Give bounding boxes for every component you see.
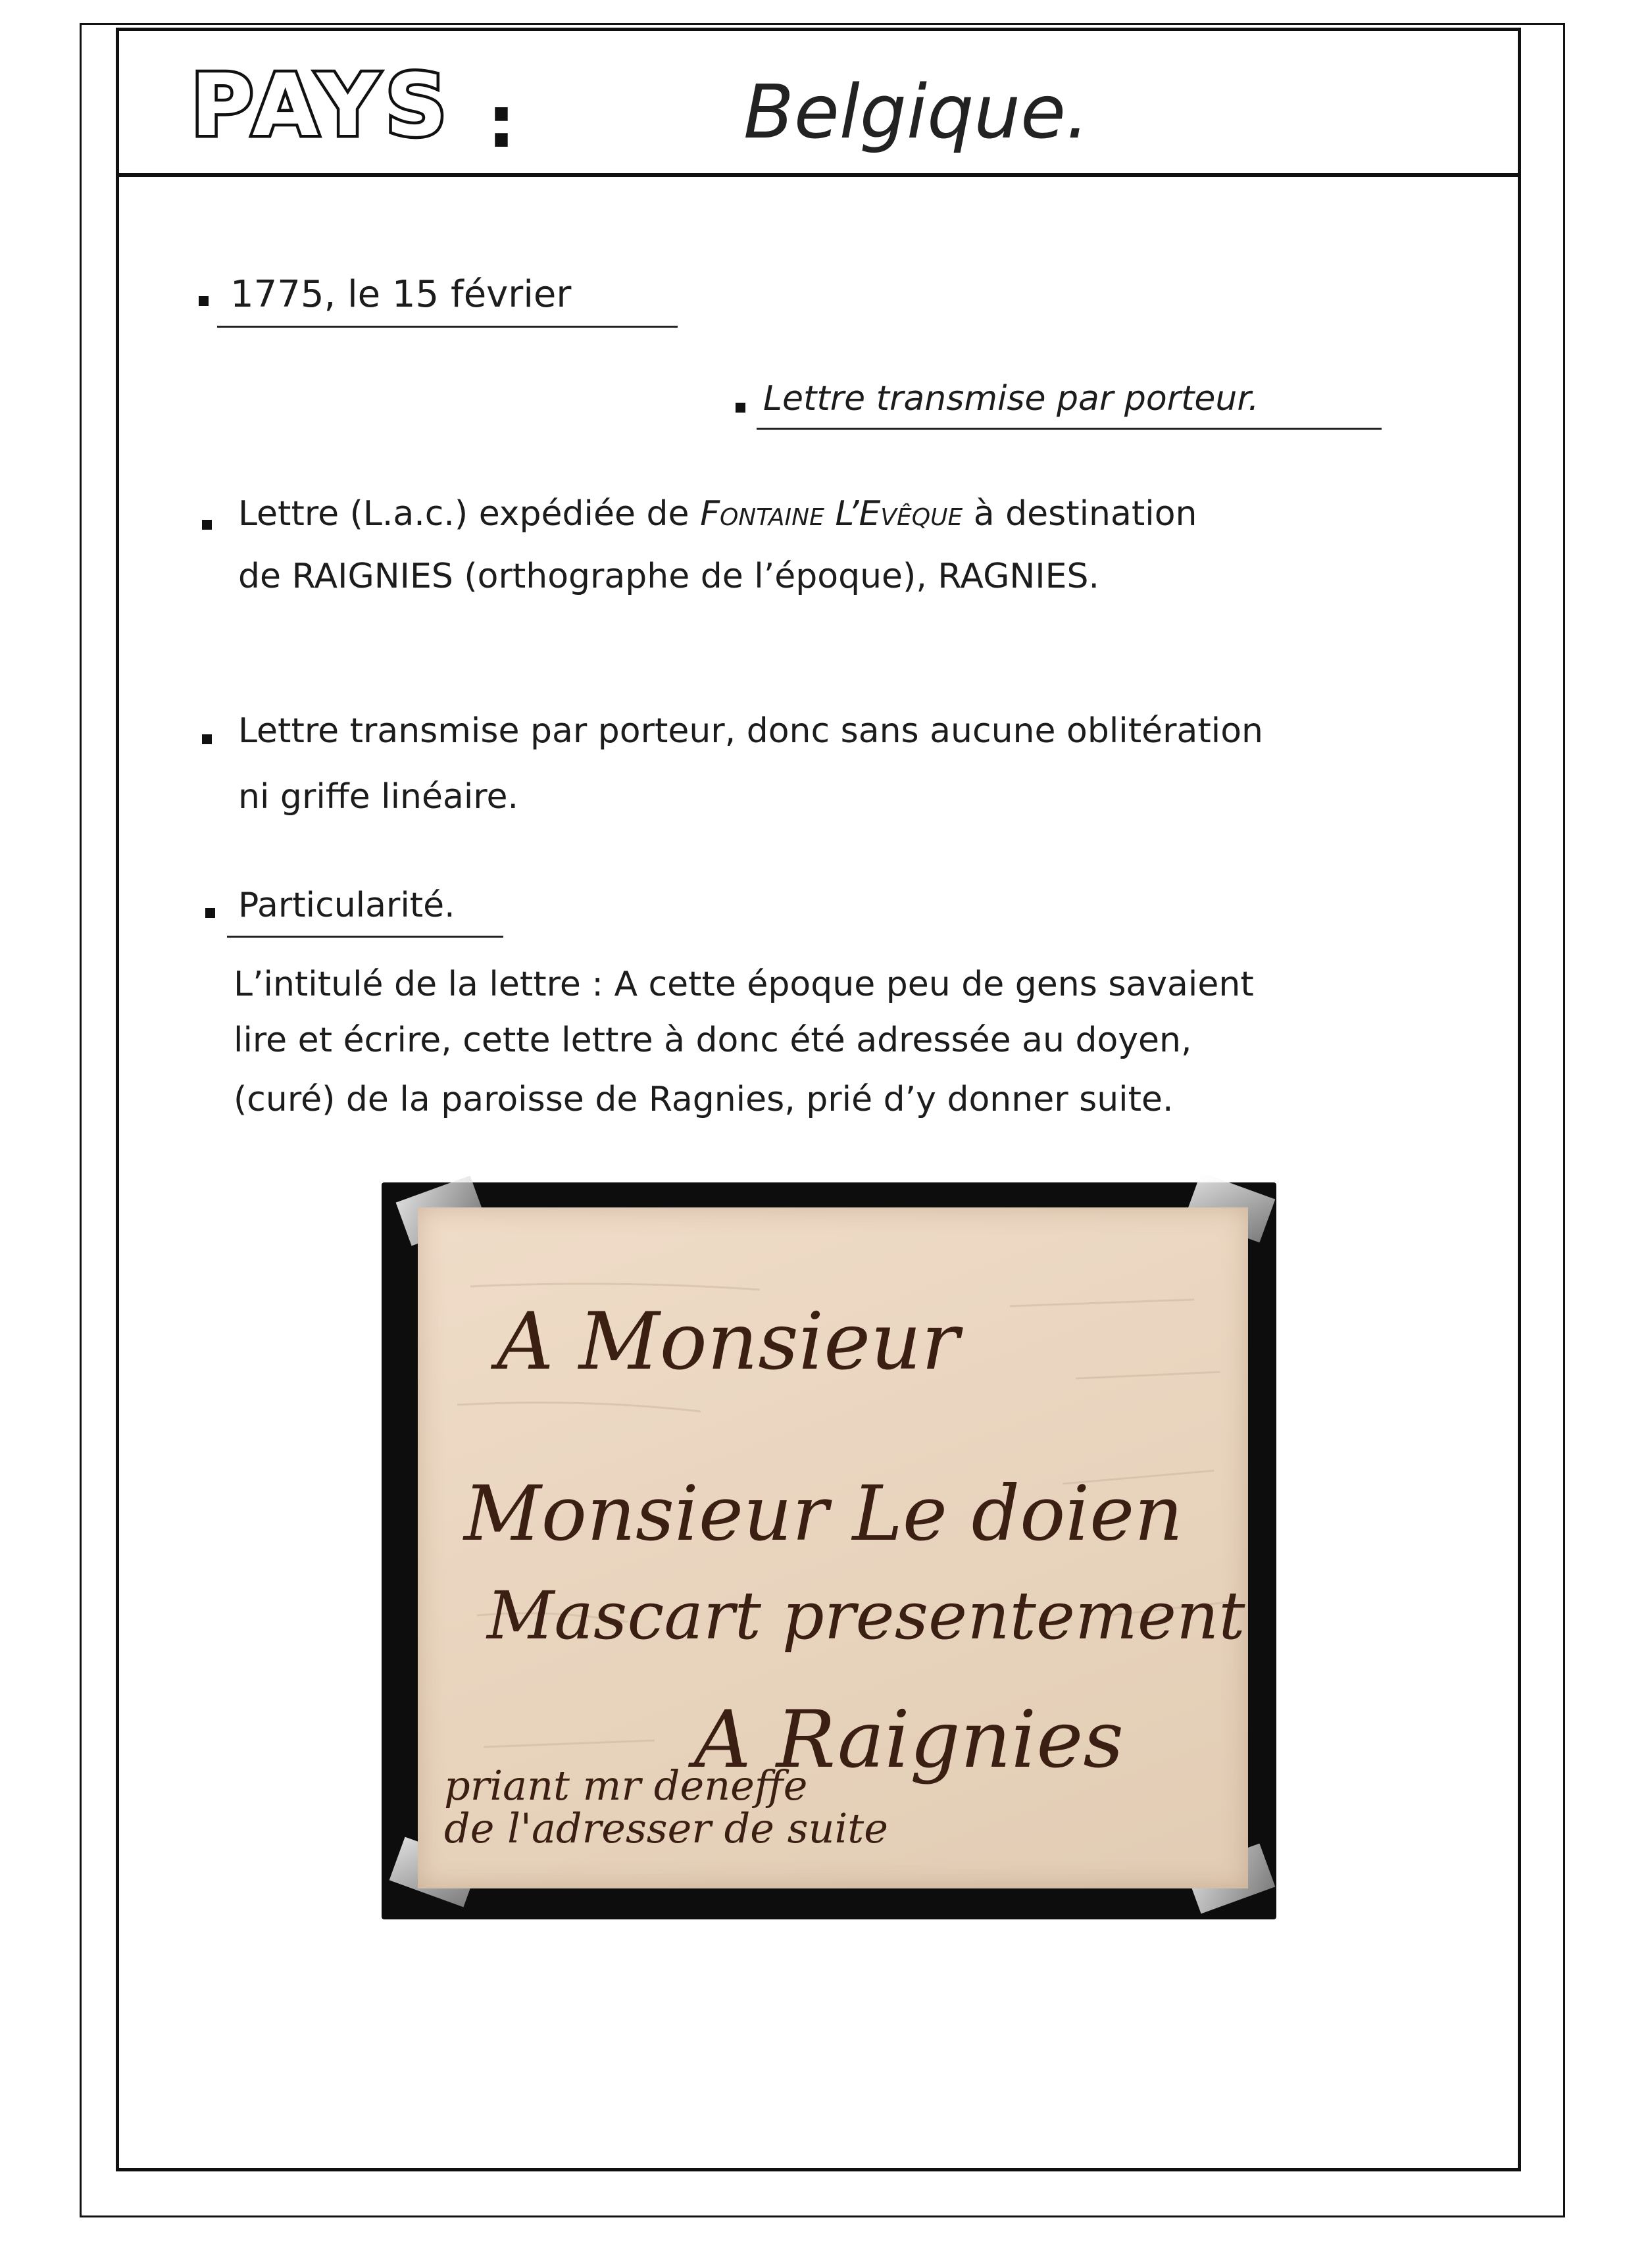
particularite-line3: (curé) de la paroisse de Ragnies, prié d’y donner suite. [234, 1080, 1174, 1119]
para2-line1: Lettre transmise par porteur, donc sans aucune oblitération [238, 711, 1263, 751]
pays-label: PAYS [191, 55, 454, 155]
date-line: 1775, le 15 février [230, 273, 572, 316]
para1-line1-b: à destination [963, 494, 1197, 534]
particularite-heading: Particularité. [238, 886, 455, 925]
header-divider [116, 173, 1521, 177]
bullet-icon [199, 296, 209, 306]
bullet-icon [202, 520, 212, 530]
letter-note2: de l'adresser de suite [444, 1804, 888, 1852]
transmission-heading: Lettre transmise par porteur. [763, 379, 1259, 418]
particularite-underline [227, 936, 503, 938]
bullet-icon [202, 734, 212, 744]
para1-line1 [238, 494, 1197, 534]
country-name: Belgique. [743, 70, 1089, 155]
letter-line3: Mascart presentement [487, 1577, 1245, 1654]
letter-line2: Monsieur Le doien [464, 1470, 1184, 1558]
letter-line4: A Raignies [694, 1694, 1124, 1786]
letter-cover-image [418, 1207, 1248, 1888]
transmission-underline [757, 428, 1382, 430]
letter-note1: priant mr deneffe [444, 1761, 808, 1810]
para1-place: Fontaine L’Evêque [700, 494, 963, 534]
para1-line1-a: Lettre (L.a.c.) expédiée de [238, 494, 701, 534]
letter-script-svg [418, 1207, 1248, 1888]
particularite-line2: lire et écrire, cette lettre à donc été adressée au doyen, [234, 1021, 1192, 1060]
date-underline [217, 326, 678, 328]
bullet-icon [736, 403, 745, 413]
pays-colon: : [487, 80, 516, 164]
para1-line2: de RAIGNIES (orthographe de l’époque), RAGNIES. [238, 557, 1099, 596]
para2-line2: ni griffe linéaire. [238, 777, 519, 817]
particularite-line1: L’intitulé de la lettre : A cette époque peu de gens savaient [234, 965, 1254, 1004]
letter-line1: A Monsieur [497, 1296, 959, 1388]
bullet-icon [205, 908, 215, 918]
